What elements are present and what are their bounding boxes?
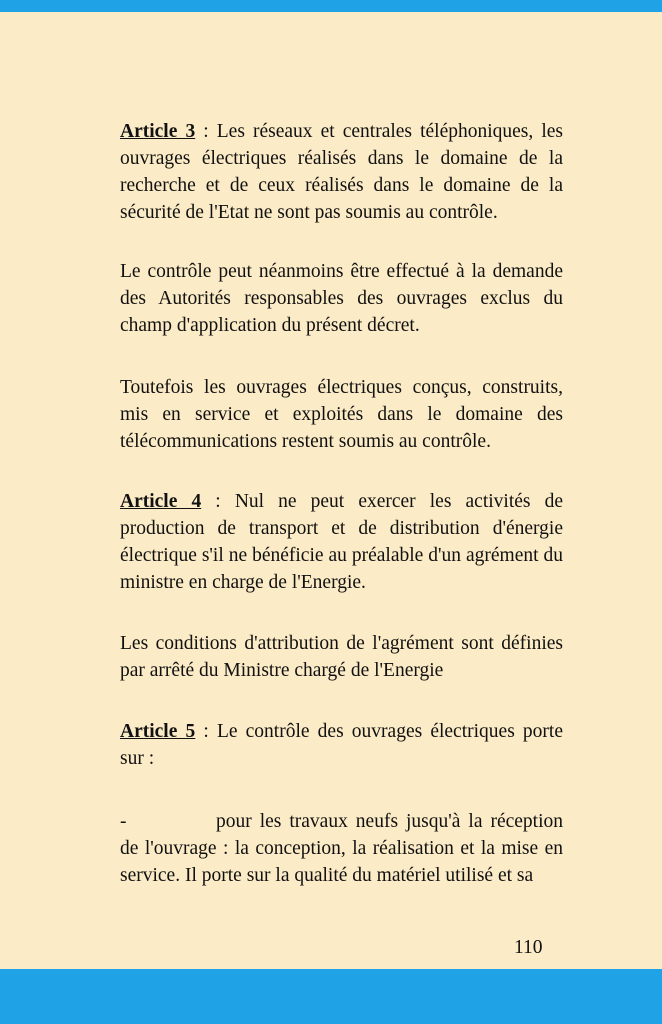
new-works-text: pour les travaux neufs jusqu'à la réception de l'ouvrage : la conception, la réalisation et la mise en service. Il porte sur la qualité du matériel utilisé et sa bbox=[120, 811, 563, 886]
article-4-paragraph bbox=[120, 488, 563, 596]
control-on-request-paragraph bbox=[120, 258, 563, 339]
bottom-color-band bbox=[0, 969, 662, 1024]
agreement-conditions-paragraph bbox=[120, 630, 563, 684]
telecom-paragraph bbox=[120, 374, 563, 455]
article-3-paragraph bbox=[120, 118, 563, 226]
document-body bbox=[120, 118, 563, 889]
list-dash: - bbox=[120, 811, 127, 832]
control-on-request-text: Le contrôle peut néanmoins être effectué à la demande des Autorités responsables des ouvrages exclus du champ d'application du présent décret. bbox=[120, 261, 563, 336]
article-5-text: : Le contrôle des ouvrages électriques porte sur : bbox=[120, 721, 563, 769]
article-3-heading: Article 3 bbox=[120, 121, 196, 142]
article-5-paragraph bbox=[120, 718, 563, 772]
agreement-conditions-text: Les conditions d'attribution de l'agrément sont définies par arrêté du Ministre chargé de l'Energie bbox=[120, 633, 563, 681]
top-color-band bbox=[0, 0, 662, 12]
article-5-heading: Article 5 bbox=[120, 721, 196, 742]
new-works-list-item bbox=[120, 808, 563, 889]
telecom-text: Toutefois les ouvrages électriques conçus, construits, mis en service et exploités dans le domaine des télécommunications restent soumis au contrôle. bbox=[120, 377, 563, 452]
article-4-heading: Article 4 bbox=[120, 491, 202, 512]
page-number: 110 bbox=[514, 937, 543, 958]
article-3-text: : Les réseaux et centrales téléphoniques, les ouvrages électriques réalisés dans le domaine de la recherche et de ceux réalisés dans le domaine de la sécurité de l'Etat ne sont pas soumis au contrôle. bbox=[120, 121, 563, 223]
article-4-text: : Nul ne peut exercer les activités de production de transport et de distribution d'énergie électrique s'il ne bénéficie au préalable d'un agrément du ministre en charge de l'Energie. bbox=[120, 491, 563, 593]
